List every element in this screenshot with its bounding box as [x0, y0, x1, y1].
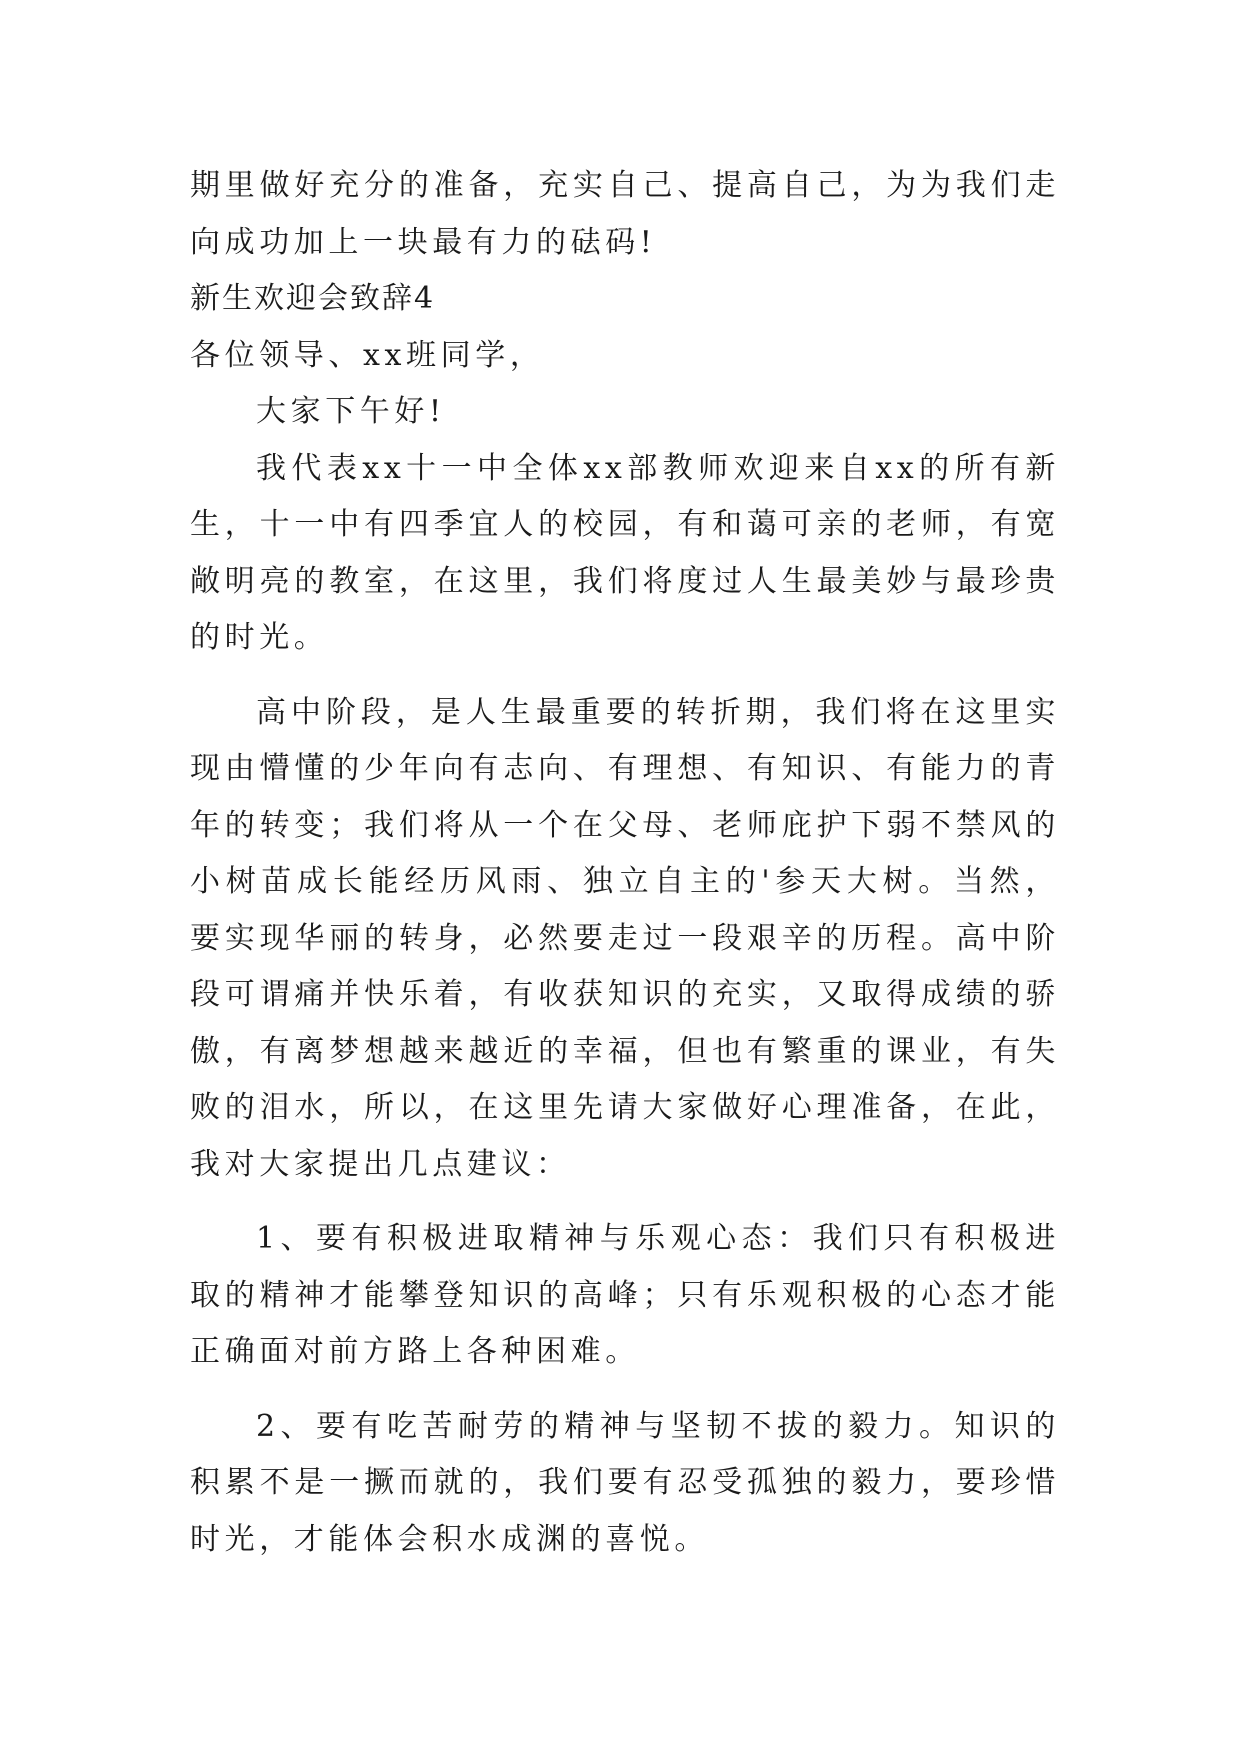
section-title: 新生欢迎会致辞4 — [190, 281, 436, 316]
paragraph-suggestion-2: 2、要有吃苦耐劳的精神与坚韧不拔的毅力。知识的积累不是一撅而就的，我们要有忍受孤独的毅力，要珍惜时光，才能体会积水成渊的喜悦。 — [190, 1408, 1060, 1557]
paragraph-suggestion-1: 1、要有积极进取精神与乐观心态：我们只有积极进取的精神才能攀登知识的高峰；只有乐观积极的心态才能正确面对前方路上各种困难。 — [190, 1221, 1060, 1369]
document-body — [190, 158, 1060, 1568]
continuation-paragraph: 期里做好充分的准备，充实自己、提高自己，为为我们走向成功加上一块最有力的砝码! — [190, 168, 1060, 260]
greeting: 大家下午好! — [256, 394, 446, 429]
paragraph-turning-point: 高中阶段，是人生最重要的转折期，我们将在这里实现由懵懂的少年向有志向、有理想、有知识、有能力的青年的转变；我们将从一个在父母、老师庇护下弱不禁风的小树苗成长能经历风雨、独立自主的'参天大树。当然，要实现华丽的转身，必然要走过一段艰辛的历程。高中阶段可谓痛并快乐着，有收获知识的充实，又取得成绩的骄傲，有离梦想越来越近的幸福，但也有繁重的课业，有失败的泪水，所以，在这里先请大家做好心理准备，在此，我对大家提出几点建议： — [190, 694, 1060, 1182]
paragraph-welcome: 我代表xx十一中全体xx部教师欢迎来自xx的所有新生，十一中有四季宜人的校园，有和蔼可亲的老师，有宽敞明亮的教室，在这里，我们将度过人生最美妙与最珍贵的时光。 — [190, 450, 1060, 655]
salutation: 各位领导、xx班同学， — [190, 337, 545, 373]
